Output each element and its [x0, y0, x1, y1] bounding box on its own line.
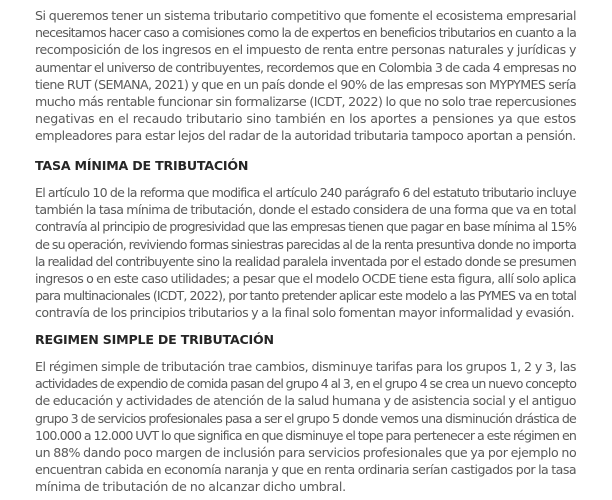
text-line: tiene RUT (SEMANA, 2021) y que en un país donde el 90% de las empresas son MYPYMES sería — [35, 76, 576, 92]
text-line: grupo 3 de servicios profesionales pasa a ser el grupo 5 donde vemos una disminución drástica de — [35, 410, 576, 426]
text-line: 100.000 a 12.000 UVT lo que significa en que disminuye el tope para pertenecer a este régimen en — [35, 427, 576, 443]
text-line: un 88% dando poco margen de inclusión para servicios profesionales que ya por ejemplo no — [35, 445, 577, 461]
text-line: también la tasa mínima de tributación, donde el estado considera de una forma que va en total — [35, 202, 576, 218]
text-line: contravía de los principios tributarios y a la final solo fomentan mayor informalidad y evasión. — [35, 305, 575, 321]
text-line: de su operación, reviviendo formas siniestras parecidas al de la renta presuntiva donde no importa — [35, 236, 576, 252]
text-line: aumentar el universo de contribuyentes, recordemos que en Colombia 3 de cada 4 empresas no — [35, 59, 576, 75]
text-line: la realidad del contribuyente sino la realidad paralela inventada por el estado donde se presumen — [35, 253, 576, 269]
text-line: empleadores para estar lejos del radar de la autoridad tributaria tampoco aportan a pensión. — [35, 128, 576, 144]
text-line: recomposición de los ingresos en el impuesto de renta entre personas naturales y jurídicas y — [35, 42, 576, 58]
text-line: contravía al principio de progresividad que las empresas tienen que pagar en base mínima al 15% — [35, 219, 576, 235]
text-line: Si queremos tener un sistema tributario competitivo que fomente el ecosistema empresarial — [35, 8, 576, 23]
text-line: de educación y actividades de atención de la salud humana y de asistencia social y el antiguo — [35, 393, 576, 409]
section-heading-minimum-tax-rate: TASA MÍNIMA DE TRIBUTACIÓN — [35, 158, 249, 173]
paragraph-minimum-tax-rate — [35, 184, 576, 322]
text-line: encuentran cabida en economía naranja y que en renta ordinaria serían castigados por la tasa — [35, 462, 576, 478]
section-heading-simple-tax-regime: REGIMEN SIMPLE DE TRIBUTACIÓN — [35, 332, 274, 347]
paragraph-competitive-tax-system — [35, 7, 576, 145]
text-line: para multinacionales (ICDT, 2022), por tanto pretender aplicar este modelo a las PYMES va en total — [35, 288, 576, 304]
text-line: ingresos o en este caso utilidades; a pesar que el modelo OCDE tiene esta figura, allí solo aplica — [35, 271, 576, 287]
paragraph-simple-tax-regime — [35, 358, 576, 496]
text-line: El artículo 10 de la reforma que modifica el artículo 240 parágrafo 6 del estatuto tributario incluye — [35, 185, 576, 200]
text-line: mucho más rentable funcionar sin formalizarse (ICDT, 2022) lo que no solo trae repercusiones — [35, 94, 576, 110]
text-line: El régimen simple de tributación trae cambios, disminuye tarifas para los grupos 1, 2 y 3, las — [35, 359, 576, 374]
text-line: actividades de expendio de comida pasan del grupo 4 al 3, en el grupo 4 se crea un nuevo concepto — [35, 376, 576, 392]
text-line: negativas en el recaudo tributario sino también en los aportes a pensiones ya que estos — [35, 111, 576, 127]
text-line: mínima de tributación de no alcanzar dicho umbral. — [35, 479, 346, 495]
text-line: necesitamos hacer caso a comisiones como la de expertos en beneficios tributarios en cuanto a la — [35, 25, 576, 41]
